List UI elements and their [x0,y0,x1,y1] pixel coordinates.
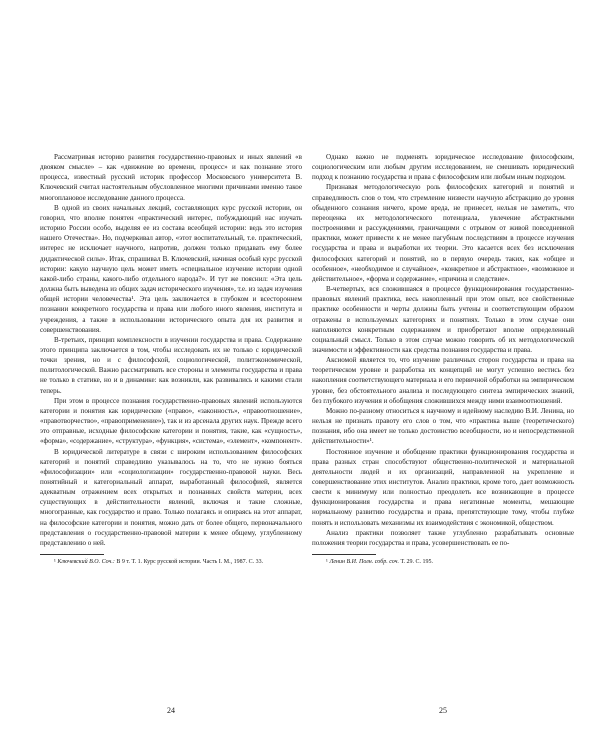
right-page [312,152,574,566]
left-body [40,152,302,548]
paragraph: При этом в процессе познания государственно-правовых явлений используются категории и понятия как юридические («право», «законность», «правоотношение», «правотворчество», «правоприменение»), так и из арсенала других наук. Прежде всего это отправные, исходные философские категории и понятия, такие, как «сущность», «форма», «содержание», «структура», «функция», «система», «элемент», «компонент». [40,396,302,446]
footnote-author: Ленин В.И. Полн. собр. соч. [329,559,399,566]
paragraph: В-четвертых, вся сложившаяся в процессе функционирования государственно-правовых явлений практика, весь накопленный при этом опыт, все свойственные практике особенности и черты должны быть учтены и соответствующим образом отражены в используемых категориях и понятиях. Только в этом случае они наполняются конкретным содержанием и приобретают вполне определенный социальный смысл. Только в этом случае можно говорить об их методологической значимости и эффективности как средства познания государства и права. [312,285,574,354]
paragraph: Признавая методологическую роль философских категорий и понятий и справедливость слов о том, что стремление низвести научную абстракцию до уровня обыденного сознания ничего, кроме вреда, не принесет, нельзя не заметить, что переоценка их методологического потенциала, увлечение абстрактными построениями и рассуждениями, граничащими с отрывом от живой повседневной практики, может привести к не менее пагубным последствиям в процессе изучения государства и права и выработки их теории. Это касается всех без исключения философских категорий и понятий, но в первую очередь таких, как «общее и особенное», «необходимое и случайное», «конкретное и абстрактное», «возможное и действительное», «форма и содержание», «причина и следствие». [312,183,574,283]
paragraph: Можно по-разному относиться к научному и идейному наследию В.И. Ленина, но нельзя не признать правоту его слов о том, что «практика выше (теоретического) познания, ибо она имеет не только достоинство всеобщности, но и непосредственной действительности»¹. [312,406,574,446]
paragraph: Аксиомой является то, что изучение различных сторон государства и права на теоретическом уровне и разработка их концепций не могут успешно вестись без накопления соответствующего материала и его первичной обработки на эмпирическом уровне, без обстоятельного анализа и последующего синтеза эмпирических знаний, без глубокого изучения и обобщения сложившихся между ними взаимоотношений. [312,356,574,405]
footnote-author: Ключевский В.О. Соч.: [57,559,115,566]
paragraph: В юридической литературе в связи с широким использованием философских категорий и понятий справедливо указывалось на то, что не нужно бояться «философизации» или «социологизации» государственно-правовой науки. Весь понятийный и категориальный аппарат, выработанный философией, является адекватным отражением всех открытых и познанных свойств материи, всех существующих в действительности явлений, включая и такие сложные, многогранные, как государство и право. Только полагаясь и опираясь на этот аппарат, на философские категории и понятия, можно дать от более общего, первоначального представления о государственно-правовой материи к менее общему, углубленному представлению о ней. [40,447,302,547]
footnote-text: Т. 29. С. 195. [400,559,434,566]
footnote [40,558,302,566]
paragraph: В-третьих, принцип комплексности в изучении государства и права. Содержание этого принципа заключается в том, чтобы исследовать их не только с юридической точки зрения, но и с философской, социологической, политэкономической, политологической. Важно рассматривать все стороны и элементы государства и права не только в статике, но и в динамике: как возникли, как развивались и какими стали теперь. [40,335,302,395]
paragraph: Постоянное изучение и обобщение практики функционирования государства и права разных стран способствуют общественно-политической и материальной деятельности людей и их организаций, направленной на укрепление и совершенствование этих институтов. Анализ практики, кроме того, дает возможность свести к минимуму или полностью преодолеть все возникающие в процессе функционирования государства и права негативные моменты, мешающие нормальному развитию государства и права, препятствующие тому, чтобы глубже понять и использовать механизмы их взаимодействия с экономикой, обществом. [312,447,574,527]
paragraph: Анализ практики позволяет также углубленно разрабатывать основные положения теории государства и права, усовершенствовать ее по- [312,528,574,547]
footnote-rule [312,554,376,555]
page-number-left: 24 [167,706,175,715]
paragraph: Рассматривая историю развития государственно-правовых и иных явлений «в двояком смысле» – как «движение во времени, процесс» и как познание этого процесса, известный русский историк профессор Московского университета В. Ключевский считал настоятельным обусловленное многими причинами именно такое многоплановое исследование данного процесса. [40,153,302,202]
footnote [312,558,574,566]
footnote-mark: ¹ [326,559,328,566]
right-body [312,152,574,548]
footnote-mark: ¹ [54,559,56,566]
left-page [40,152,302,566]
page-number-right: 25 [439,706,447,715]
paragraph: В одной из своих начальных лекций, составляющих курс русской истории, он говорил, что вполне понятен «практический интерес, побуждающий нас изучать историю России особо, выделяя ее из состава всеобщей истории: ведь это история нашего Отечества». Но, подчеркивал автор, «этот воспитательный, т.е. практический, интерес не исключает научного, напротив, должен только придавать ему более дидактической силы». Итак, спрашивал В. Ключевский, начиная особый курс русской истории: какую научную цель может иметь «специальное изучение истории одной какой-либо страны, какого-либо отдельного народа?». И тут же пояснил: «Эта цель должна быть выведена из общих задач исторического изучения», т.е. из задач изучения общей истории человечества¹. Эта цель заключается в глубоком и всестороннем познании конкретного государства и права или любого иного явления, института и учреждения, а также в использовании исторического опыта для их развития и совершенствования. [40,203,302,334]
footnote-text: В 9 т. Т. 1. Курс русской истории. Часть I. М., 1987. С. 33. [116,559,264,566]
footnote-rule [40,554,104,555]
paragraph: Однако важно не подменять юридическое исследование философским, социологическим или любым другим исследованием, не смешивать юридический подход к познанию государства и права с философским или любым иным подходом. [312,153,574,182]
